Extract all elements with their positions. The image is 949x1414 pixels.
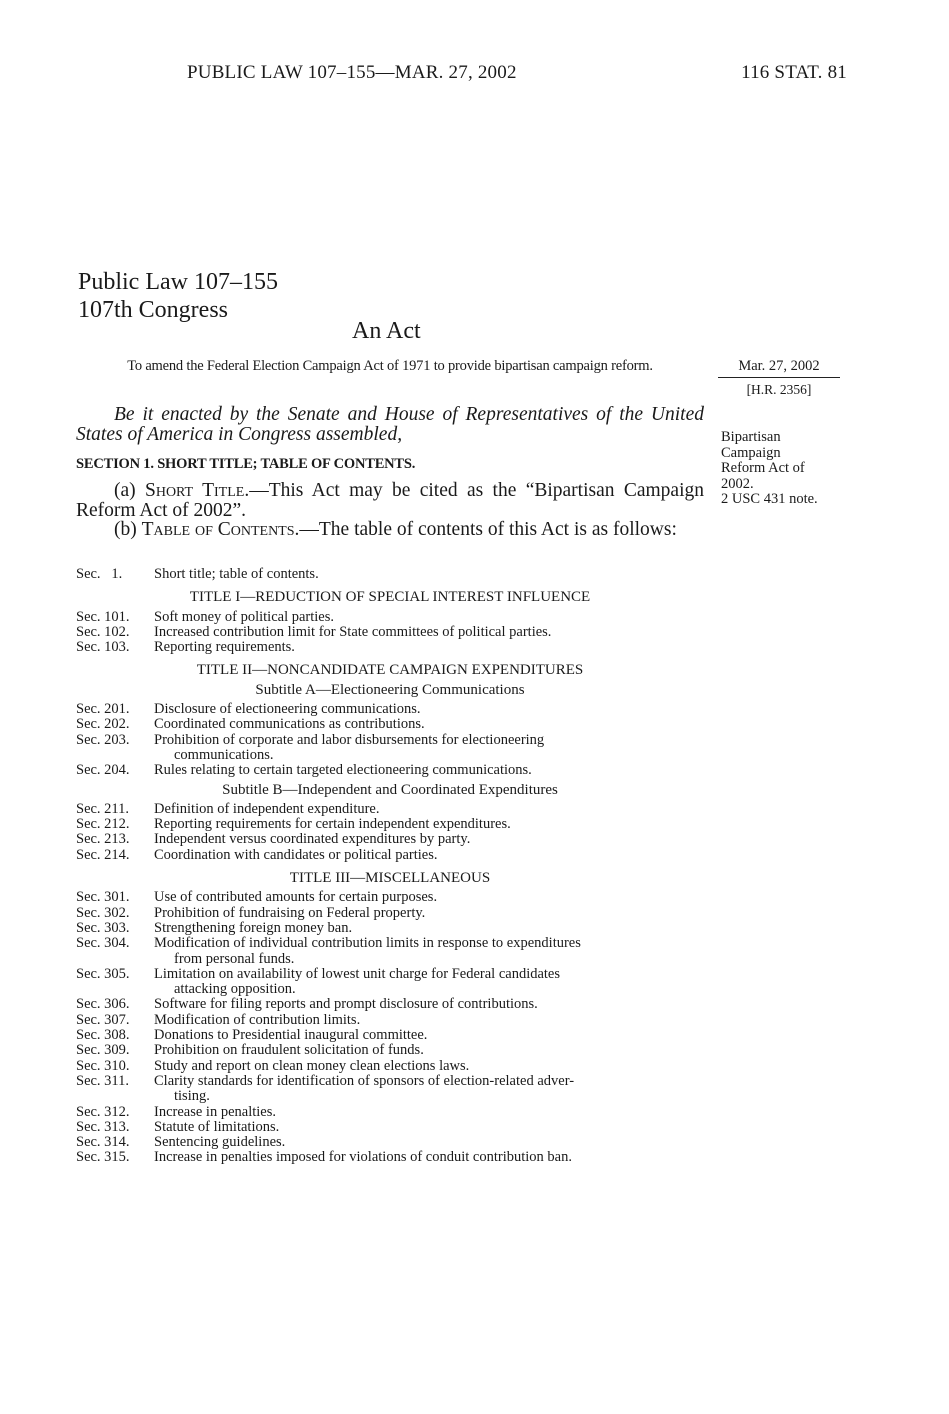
paragraph-text: .—The table of contents of this Act is as follows: (294, 519, 677, 540)
toc-section-title: Prohibition of fundraising on Federal property. (154, 904, 426, 921)
toc-section-number: Sec. 311. (76, 1072, 130, 1089)
paragraph-text: .—This Act may be cited as the “Bipartisan Campaign Reform Act of 2002”. (76, 480, 704, 521)
toc-group (76, 802, 704, 863)
toc-section-title-continuation: from personal funds. (174, 950, 295, 967)
toc-entry (76, 702, 704, 717)
toc-section-number: Sec. 315. (76, 1149, 130, 1166)
margin-date-block (718, 358, 840, 398)
margin-note-line: Campaign (721, 444, 781, 461)
toc-section-number: Sec. 304. (76, 935, 130, 952)
toc-section-title: Rules relating to certain targeted electioneering communications. (154, 762, 532, 779)
public-law-number: Public Law 107–155 (78, 269, 278, 295)
paragraph-short-title (76, 481, 704, 521)
toc-section-title: Increase in penalties imposed for violations of conduit contribution ban. (154, 1149, 572, 1166)
toc-section-number: Sec. 302. (76, 904, 130, 921)
toc-title-heading: TITLE I—REDUCTION OF SPECIAL INTEREST INFLUENCE (189, 589, 591, 606)
toc-section-number: Sec. 314. (76, 1134, 130, 1151)
toc-section-title-continuation: tising. (174, 1088, 210, 1105)
toc-group (76, 890, 704, 1165)
running-head-stat-page: 116 STAT. 81 (741, 62, 847, 83)
toc-section-title: Short title; table of contents. (154, 566, 319, 582)
toc-entry (76, 1135, 704, 1150)
margin-note-line: 2002. (721, 475, 754, 492)
toc-entry (76, 906, 704, 921)
toc-section-number: Sec. 301. (76, 889, 130, 906)
toc-section-number: Sec. 203. (76, 731, 130, 748)
toc-entry (76, 967, 704, 998)
toc-entry (76, 1059, 704, 1074)
toc-section-title: Donations to Presidential inaugural committee. (154, 1027, 428, 1044)
toc-title-heading: TITLE II—NONCANDIDATE CAMPAIGN EXPENDITURES (196, 662, 584, 679)
toc-section-number: Sec. 1. (76, 566, 123, 582)
toc-section-title: Definition of independent expenditure. (154, 800, 380, 817)
toc-section-number: Sec. 201. (76, 701, 130, 718)
toc-section-number: Sec. 308. (76, 1027, 130, 1044)
toc-section-title: Soft money of political parties. (154, 608, 335, 625)
toc-entry (76, 1120, 704, 1135)
toc-section-number: Sec. 309. (76, 1042, 130, 1059)
toc-section-number: Sec. 101. (76, 608, 130, 625)
table-of-contents (76, 567, 704, 1166)
toc-section-title: Prohibition on fraudulent solicitation of funds. (154, 1042, 424, 1059)
toc-section-title: Study and report on clean money clean elections laws. (154, 1057, 470, 1074)
toc-section-number: Sec. 211. (76, 800, 130, 817)
toc-section-number: Sec. 312. (76, 1103, 130, 1120)
toc-entry (76, 890, 704, 905)
toc-entry (76, 640, 704, 655)
toc-section-number: Sec. 307. (76, 1011, 130, 1028)
toc-entry (76, 717, 704, 732)
toc-entry (76, 802, 704, 817)
toc-entry (76, 848, 704, 863)
toc-entry (76, 921, 704, 936)
toc-entry (76, 625, 704, 640)
toc-entry (76, 1028, 704, 1043)
paragraph-caption: Table of Contents (141, 519, 295, 540)
toc-section-number: Sec. 303. (76, 919, 130, 936)
congress-number: 107th Congress (78, 297, 228, 323)
toc-section-number: Sec. 204. (76, 762, 130, 779)
toc-entry (76, 610, 704, 625)
toc-section-title: Use of contributed amounts for certain purposes. (154, 889, 438, 906)
running-head-citation: PUBLIC LAW 107–155—MAR. 27, 2002 (187, 62, 517, 83)
toc-entry (76, 1105, 704, 1120)
paragraph-caption: Short Title (144, 480, 245, 501)
toc-entry (76, 733, 704, 764)
toc-section-title-continuation: attacking opposition. (174, 981, 296, 998)
bill-number: [H.R. 2356] (746, 382, 812, 397)
toc-section-title: Prohibition of corporate and labor disbursements for electioneering (154, 731, 545, 748)
toc-section-title: Modification of individual contribution limits in response to expenditures (154, 935, 581, 952)
toc-subtitle-heading: Subtitle A—Electioneering Communications (255, 681, 525, 698)
toc-section-number: Sec. 102. (76, 623, 130, 640)
toc-section-title: Limitation on availability of lowest unit charge for Federal candidates (154, 965, 561, 982)
toc-section-number: Sec. 212. (76, 816, 130, 833)
toc-section-title: Disclosure of electioneering communications. (154, 701, 421, 718)
toc-section-number: Sec. 202. (76, 716, 130, 733)
toc-entry (76, 936, 704, 967)
toc-section-title: Software for filing reports and prompt disclosure of contributions. (154, 996, 538, 1013)
law-heading (78, 268, 278, 324)
toc-entry (76, 567, 704, 582)
margin-note-line: 2 USC 431 note. (721, 491, 818, 507)
margin-note-line: Reform Act of (721, 460, 805, 476)
toc-section-title: Clarity standards for identification of sponsors of election-related adver- (154, 1072, 575, 1089)
enactment-date: Mar. 27, 2002 (718, 358, 840, 378)
toc-title-heading: TITLE III—MISCELLANEOUS (289, 870, 491, 887)
toc-section-title: Sentencing guidelines. (154, 1134, 286, 1151)
toc-entry (76, 1013, 704, 1028)
toc-section-title: Modification of contribution limits. (154, 1011, 361, 1028)
paragraph-label: (b) (114, 519, 142, 540)
long-title: To amend the Federal Election Campaign Act of 1971 to provide bipartisan campaign reform. (127, 358, 653, 374)
toc-entry (76, 1074, 704, 1105)
toc-section-title: Increase in penalties. (154, 1103, 276, 1120)
margin-note-line: Bipartisan (721, 429, 781, 445)
toc-section-title: Independent versus coordinated expenditures by party. (154, 831, 471, 848)
section-heading: SECTION 1. SHORT TITLE; TABLE OF CONTENTS. (76, 456, 416, 472)
toc-section-title: Statute of limitations. (154, 1118, 280, 1135)
toc-entry (76, 832, 704, 847)
toc-section-number: Sec. 310. (76, 1057, 130, 1074)
toc-group (76, 702, 704, 778)
margin-note (721, 430, 818, 508)
toc-section-number: Sec. 313. (76, 1118, 130, 1135)
toc-entry (76, 1043, 704, 1058)
toc-entry (76, 997, 704, 1012)
paragraph-table-of-contents (76, 520, 704, 540)
toc-entry (76, 817, 704, 832)
toc-section-number: Sec. 213. (76, 831, 130, 848)
toc-entry (76, 763, 704, 778)
toc-section-title: Coordinated communications as contributions. (154, 716, 425, 733)
paragraph-label: (a) (114, 480, 145, 501)
toc-section-title: Reporting requirements. (154, 639, 295, 656)
toc-section-title: Coordination with candidates or political parties. (154, 846, 438, 863)
toc-section-number: Sec. 306. (76, 996, 130, 1013)
an-act-heading: An Act (352, 318, 421, 344)
toc-section-title: Increased contribution limit for State committees of political parties. (154, 623, 552, 640)
toc-section-number: Sec. 305. (76, 965, 130, 982)
toc-section-number: Sec. 103. (76, 639, 130, 656)
toc-section-title: Reporting requirements for certain independent expenditures. (154, 816, 511, 833)
enacting-clause: Be it enacted by the Senate and House of Representatives of the United States of America in Congress assembled, (76, 404, 704, 445)
toc-subtitle-heading: Subtitle B—Independent and Coordinated Expenditures (222, 781, 558, 798)
toc-section-title-continuation: communications. (174, 746, 274, 763)
toc-group (76, 610, 704, 656)
toc-section-title: Strengthening foreign money ban. (154, 919, 353, 936)
toc-entry (76, 1150, 704, 1165)
toc-section-number: Sec. 214. (76, 846, 130, 863)
